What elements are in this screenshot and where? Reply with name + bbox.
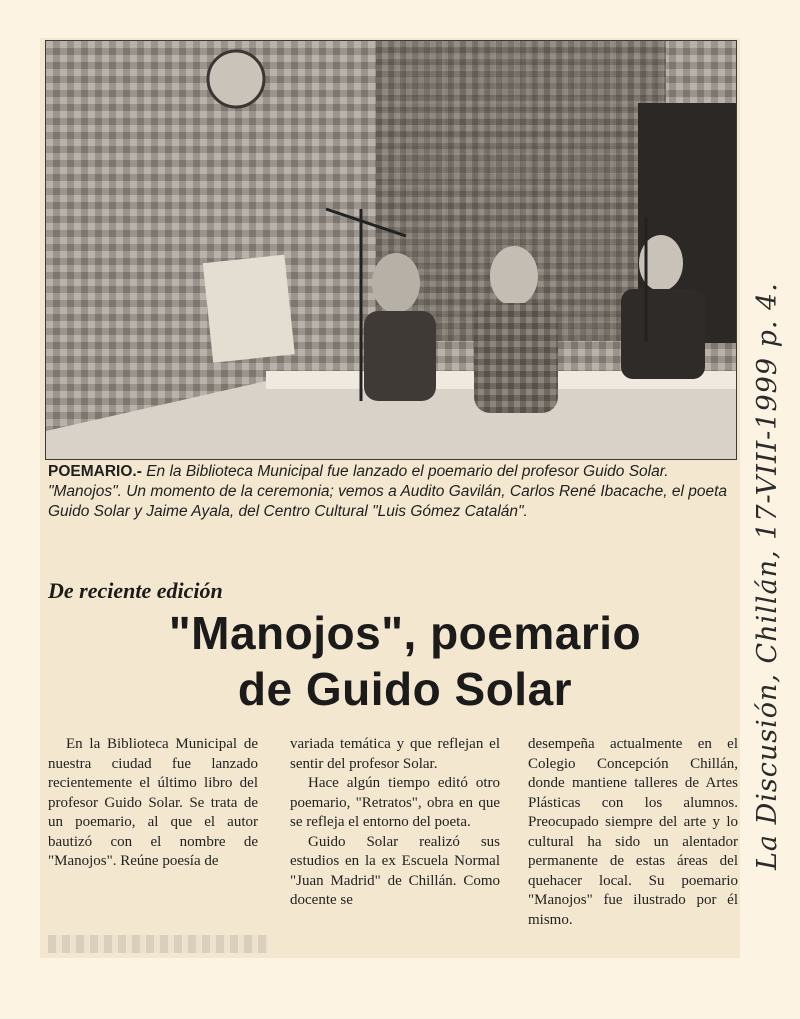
paragraph: Hace algún tiempo editó otro poemario, "Retratos", obra en que se refleja el entorno del poeta.: [290, 775, 500, 830]
paragraph: variada temática y que reflejan el sentir del profesor Solar.: [290, 736, 500, 772]
ceremony-photo: [45, 40, 737, 460]
article-column-3: [528, 735, 738, 930]
headline-line-1: "Manojos", poemario: [168, 607, 642, 659]
caption-lead: POEMARIO.-: [48, 463, 142, 480]
headline-line-2: de Guido Solar: [237, 663, 573, 715]
caption-text: En la Biblioteca Municipal fue lanzado el poemario del profesor Guido Solar. "Manojos". Un momento de la ceremonia; vemos a Audito Gavilán, Carlos René Ibacache, el poeta Guido Solar y Jaime Ayala, del Centro Cultural "Luis Gómez Catalán".: [48, 463, 728, 520]
kicker: De reciente edición: [48, 578, 223, 603]
article-column-2: [290, 735, 500, 911]
handwritten-source-note: La Discusión, Chillán, 17-VIII-1999 p. 4.: [752, 282, 783, 870]
paragraph: Guido Solar realizó sus estudios en la ex Escuela Normal "Juan Madrid" de Chillán. Como docente se: [290, 833, 500, 908]
photo-icon: [46, 41, 736, 459]
municipal-seal-icon: [208, 51, 264, 107]
scan-artifact: [48, 935, 268, 953]
paragraph: En la Biblioteca Municipal de nuestra ciudad fue lanzado recientemente el último libro del profesor Guido Solar. Se trata de un poemario, al que el autor bautizó con el nombre de "Manojos". Reúne poesía de: [48, 736, 258, 869]
article-column-1: [48, 735, 258, 872]
headline: [60, 605, 750, 717]
photo-caption: [48, 462, 738, 522]
paragraph: desempeña actualmente en el Colegio Concepción Chillán, donde mantiene talleres de Artes Plásticas con los alumnos. Preocupado siempre del arte y lo cultural ha sido un alentador permanente de estas áreas del quehacer local. Su poemario "Manojos" fue ilustrado por él mismo.: [528, 736, 738, 928]
